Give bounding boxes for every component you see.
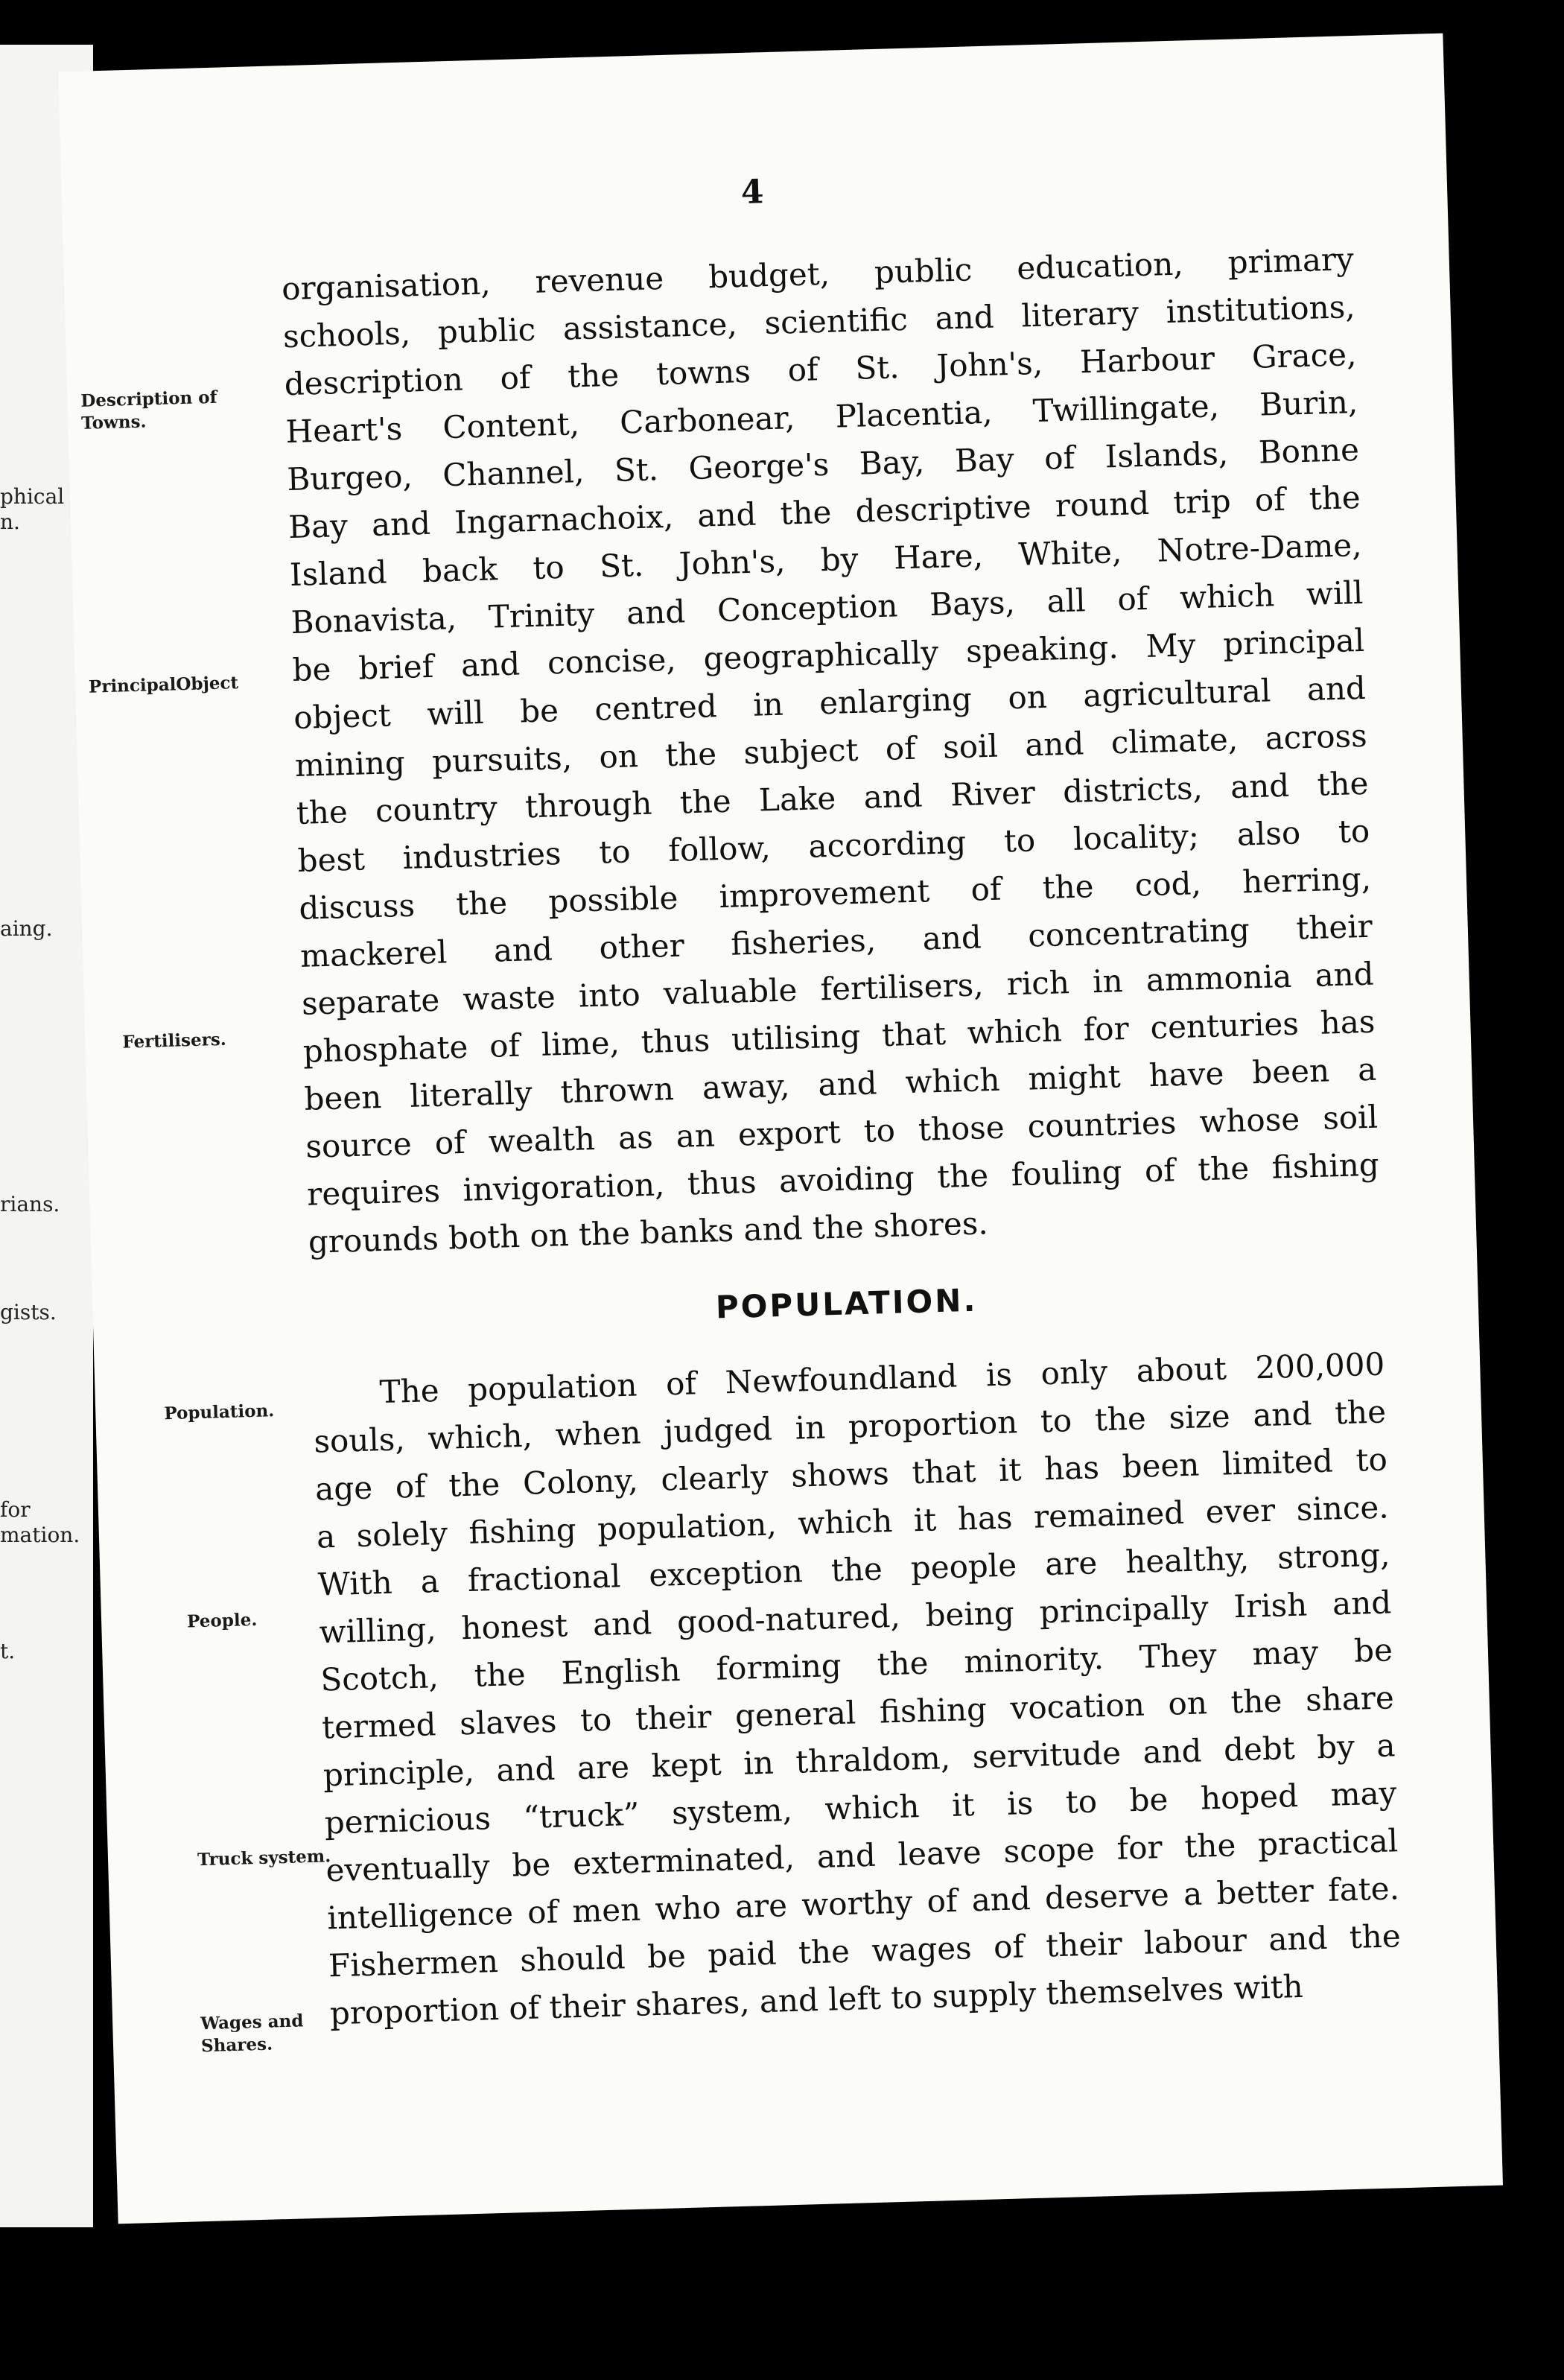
margin-note-description-of-towns: Description of Towns. <box>80 387 217 434</box>
margin-note-people: People. <box>186 1609 258 1632</box>
text-line: a solely fishing population, which it has remained ever since. <box>316 1488 1390 1555</box>
margin-note-fertilisers: Fertilisers. <box>122 1029 227 1053</box>
text-line: be brief and concise, geographically speaking. My principal <box>291 621 1365 689</box>
text-line: phosphate of lime, thus utilising that which for centuries has <box>302 1003 1376 1070</box>
text-line: mining pursuits, on the subject of soil and climate, across <box>294 717 1368 784</box>
text-line: Bonavista, Trinity and Conception Bays, all of which will <box>290 574 1364 641</box>
text-line: mackerel and other fisheries, and concentrating their <box>299 907 1373 974</box>
text-line: Bay and Ingarnachoix, and the descriptive round trip of the <box>287 478 1361 546</box>
text-line: best industries to follow, according to locality; also to <box>297 812 1370 879</box>
paragraph-1 <box>281 235 1381 1266</box>
text-line: proportion of their shares, and left to supply themselves with <box>329 1967 1304 2032</box>
text-line: organisation, revenue budget, public education, primary <box>281 241 1355 308</box>
text-line: intelligence of men who are worthy of and deserve a better fate. <box>326 1870 1400 1937</box>
text-line: schools, public assistance, scientific and literary institutions, <box>282 288 1356 355</box>
text-line: been literally thrown away, and which might have been a <box>303 1050 1377 1117</box>
text-line: source of wealth as an export to those countries whose soil <box>305 1098 1379 1165</box>
text-line: requires invigoration, thus avoiding the fouling of the fishing <box>306 1146 1380 1213</box>
text-line: souls, which, when judged in proportion to the size and the <box>313 1393 1387 1460</box>
text-line: the country through the Lake and River districts, and the <box>296 764 1370 831</box>
text-line: Island back to St. John's, by Hare, White, Notre-Dame, <box>289 526 1363 594</box>
text-line: Burgeo, Channel, St. George's Bay, Bay of Islands, Bonne <box>286 431 1360 498</box>
text-line: description of the towns of St. John's, Harbour Grace, <box>284 336 1357 403</box>
paragraph-2 <box>312 1340 1402 2037</box>
text-line: termed slaves to their general fishing vocation on the share <box>321 1679 1395 1746</box>
text-line: grounds both on the banks and the shores. <box>308 1205 989 1260</box>
margin-note-principal-object: PrincipalObject <box>88 673 239 697</box>
text-line: With a fractional exception the people are healthy, strong, <box>317 1536 1390 1603</box>
left-fragment-text: aing. <box>0 916 53 941</box>
left-fragment-text: t. <box>0 1639 16 1663</box>
text-line: principle, and are kept in thraldom, servitude and debt by a <box>322 1727 1396 1794</box>
text-line: separate waste into valuable fertilisers, rich in ammonia and <box>301 955 1375 1022</box>
left-fragment-text: phical <box>0 484 65 509</box>
text-line: The population of Newfoundland is only about 200,000 <box>378 1345 1385 1411</box>
text-line: pernicious “truck” system, which it is to be hoped may <box>324 1774 1397 1841</box>
margin-note-truck-system: Truck system. <box>197 1846 331 1870</box>
left-fragment-text: for <box>0 1497 31 1522</box>
text-line: Fishermen should be paid the wages of their labour and the <box>328 1917 1402 1984</box>
text-line: Scotch, the English forming the minority. They may be <box>320 1631 1393 1698</box>
margin-note-wages-and-shares: Wages and Shares. <box>200 2011 304 2057</box>
left-fragment-text: n. <box>0 510 20 534</box>
left-fragment-text: rians. <box>0 1192 60 1216</box>
text-line: eventually be exterminated, and leave scope for the practical <box>325 1822 1399 1889</box>
left-fragment-text: mation. <box>0 1523 80 1547</box>
text-line: willing, honest and good-natured, being principally Irish and <box>318 1584 1392 1651</box>
text-line: Heart's Content, Carbonear, Placentia, Twillingate, Burin, <box>284 383 1358 451</box>
section-heading-population: POPULATION. <box>715 1281 978 1326</box>
page-number: 4 <box>740 173 765 212</box>
margin-note-population: Population. <box>163 1400 275 1424</box>
text-line: discuss the possible improvement of the cod, herring, <box>298 860 1372 927</box>
left-fragment-text: gists. <box>0 1300 57 1324</box>
text-line: age of the Colony, clearly shows that it has been limited to <box>314 1441 1388 1508</box>
book-page <box>58 34 1503 2224</box>
text-line: object will be centred in enlarging on agricultural and <box>293 669 1367 737</box>
